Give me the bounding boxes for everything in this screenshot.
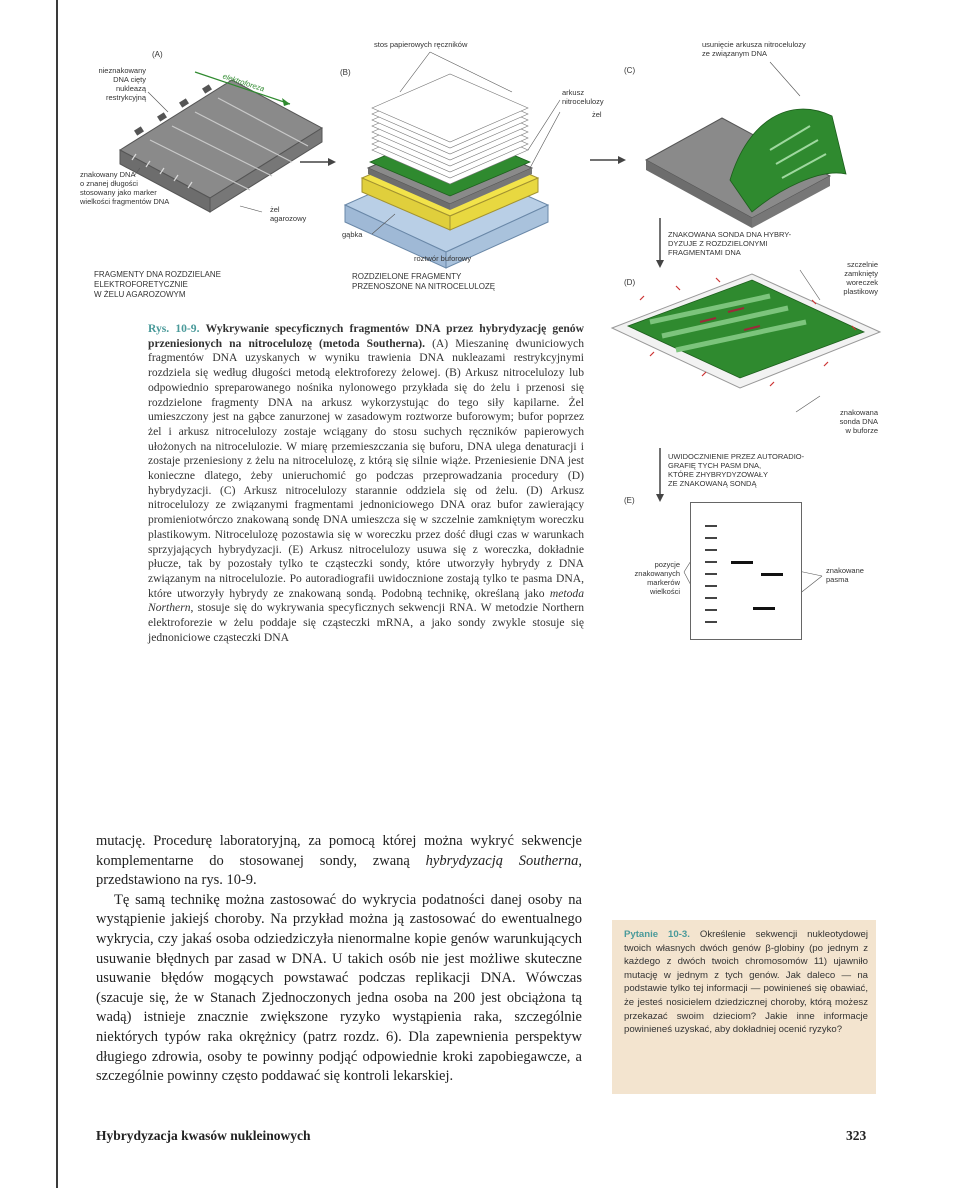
panel-a-caption: FRAGMENTY DNA ROZDZIELANE ELEKTROFORETYCZNIE W ŻELU AGAROZOWYM [94, 270, 221, 299]
body-paragraph: Tę samą technikę można zastosować do wykrycia podatności danej osoby na wystąpienie jakiejś choroby. Na przykład można ją zastosować do ewentualnego wykrycia, czy jakaś osoba odziedziczyła nienormalne kopie genów warunkujących usuwanie błędnych par zasad w DNA. U takich osób nie jest możliwe skuteczne usuwanie błędów mogących powstawać podczas replikacji DNA. Wówczas (szacuje się, że w Stanach Zjednoczonych jedna osoba na 200 jest obciążona tą wadą) istnieje znacznie zwiększone ryzyko wystąpienia raka, szczególnie niektórych typów raka okrężnicy (patrz rozdz. 6). Dla zapewnienia perspektyw długiego zdrowia, osoby te powinny podjąć odpowiednie kroki zapobiegawcze, a szczególnie powinny często poddawać się kontroli lekarskiej. [96, 891, 582, 1085]
body-term-southern: hybrydyzacją Southerna [425, 852, 579, 869]
label-labelled-probe: znakowana sonda DNA w buforze [839, 408, 878, 435]
caption-text: (A) Mieszaninę dwuniciowych fragmentów DNA uzyskanych w wyniku trawienia DNA nukleazami restrykcyjnymi rozdziela się według długości metodą elektroforezy żelowej. (B) Arkusz nitrocelulozy lub odpowiednio spreparowanego nośnika nylonowego przykłada się do żelu i przenosi się rozdzielone fragmenty DNA na arkusz wykorzystując do tego siły kapilarne. Żel umieszczony jest na gąbce zanurzonej w zasadowym roztworze buforowym; bufor poprzez żel i arkusz nitrocelulozy zostaje wciągany do stosu suchych ręczników papierowych ułożonych na nitrocelulozie. W miarę przemieszczania się buforu, DNA ulega denaturacji i zostaje przeniesiony z żelu na nitrocelulozę, z którą się silnie wiąże. Przeniesienie DNA jest konieczne dlatego, żeby unieruchomić go podczas przeprowadzania procedury (D) hybrydyzacji. (C) Arkusz nitrocelulozy starannie oddziela się od żelu. (D) Arkusz nitrocelulozy ze związanymi fragmentami jednoniciowego DNA oraz bufor zawierający promieniotwórczo znakowaną sondę DNA umieszcza się w szczelnie zamkniętym woreczku plastikowym. Nitrocelulozę pozostawia się w woreczku przez dość długi czas w warunkach sprzyjających hybrydyzacji. (E) Arkusz nitrocelulozy usuwa się z woreczka, dokładnie płucze, tak by pozostały tylko te cząsteczki sondy, które utworzyły hybrydy z DNA związanym na nitrocelulozie. Po autoradiografii uwidocznione zostają tylko te pasma DNA, które utworzyły hybrydy ze znakowaną sondą. Podobną technikę, określaną jako [148, 336, 584, 600]
label-sealed-bag: szczelnie zamknięty woreczek plastikowy [843, 260, 878, 296]
marker-band [705, 525, 717, 527]
marker-band [705, 585, 717, 587]
marker-band [705, 621, 717, 623]
marker-band [705, 549, 717, 551]
question-label: Pytanie 10-3. [624, 929, 690, 940]
main-body-text [96, 832, 582, 1087]
step-text-autoradiography: UWIDOCZNIENIE PRZEZ AUTORADIO- GRAFIĘ TYCH PASM DNA, KTÓRE ZHYBRYDYZOWAŁY ZE ZNAKOWANĄ SONDĄ [668, 452, 805, 488]
marker-band [705, 597, 717, 599]
label-marker-dna: znakowany DNA o znanej długości stosowany jako marker wielkości fragmentów DNA [80, 170, 170, 206]
panel-e-letter: (E) [624, 496, 635, 505]
label-sponge: gąbka [342, 230, 363, 239]
page-number: 323 [846, 1128, 867, 1143]
label-paper-towels: stos papierowych ręczników [374, 40, 468, 49]
question-box [612, 920, 876, 1094]
marker-band [705, 609, 717, 611]
panel-b-transfer-stack [345, 52, 560, 268]
figure-title: Wykrywanie specyficznych fragmentów DNA przez hybrydyzację genów przeniesionych na nitrocelulozę (metoda Southerna). [148, 322, 584, 350]
panel-c-letter: (C) [624, 66, 636, 75]
caption-text-end: , stosuje się do wykrywania specyficznych sekwencji RNA. W metodzie Northern elektroforezie w żelu poddaje się cząsteczki mRNA, a jako sondy zwykle stosuje się jednoniciowe cząsteczki DNA [148, 601, 584, 644]
caption-northern-term: metoda Northern [148, 586, 584, 615]
label-electrophoresis: elektroforeza [221, 71, 266, 94]
section-footer-title: Hybrydyzacja kwasów nukleinowych [96, 1128, 311, 1143]
body-text-span: mutację. Procedurę laboratoryjną, za pomocą której można wykryć sekwencje komplementarne do stosowanej sondy, zwaną [96, 833, 582, 869]
autoradiograph [690, 502, 802, 640]
body-paragraph [96, 832, 582, 891]
marker-band [705, 537, 717, 539]
panel-a-letter: (A) [152, 50, 163, 59]
panel-d-letter: (D) [624, 278, 636, 287]
step-text-hybridize: ZNAKOWANA SONDA DNA HYBRY- DYZUJE Z ROZDZIELONYMI FRAGMENTAMI DNA [668, 230, 792, 257]
marker-band [705, 561, 717, 563]
probe-band [731, 561, 753, 564]
panel-c-peel [646, 62, 846, 228]
question-text: Określenie sekwencji nukleotydowej twoich własnych dwóch genów β-globiny (po jednym z każdego z dwóch twoich chromosomów 11) ujawniło mutację w jednym z tych genów. Jak daleco — na podstawie tylko tej informacji — powinieneś się obawiać, że jesteś nosicielem dziedzicznej choroby, którą możesz przekazać swoim dzieciom? Jakie inne informacje powinieneś uzyskać, aby dokładniej ocenić ryzyko? [624, 929, 868, 1036]
label-buffer: roztwór buforowy [414, 254, 472, 263]
label-agarose-gel: żel agarozowy [270, 205, 307, 223]
label-gel-b: żel [592, 110, 602, 119]
panel-b-letter: (B) [340, 68, 351, 77]
label-labelled-bands: znakowane pasma [826, 566, 864, 584]
label-remove-nitrocellulose: usunięcie arkusza nitrocelulozy ze związanym DNA [702, 40, 806, 58]
figure-caption [148, 322, 584, 645]
probe-band [753, 607, 775, 610]
probe-band [761, 573, 783, 576]
figure-number: Rys. 10-9. [148, 322, 200, 335]
label-marker-positions: pozycje znakowanych markerów wielkości [634, 560, 680, 596]
panel-b-caption: ROZDZIELONE FRAGMENTY PRZENOSZONE NA NITROCELULOZĘ [352, 272, 496, 291]
label-nitrocellulose-sheet: arkusz nitrocelulozy [562, 88, 604, 106]
marker-band [705, 573, 717, 575]
body-text-span: , przedstawiono na rys. 10-9. [96, 852, 582, 889]
label-uncut-dna: nieznakowany DNA cięty nukleazą restrykcyjną [98, 66, 146, 102]
